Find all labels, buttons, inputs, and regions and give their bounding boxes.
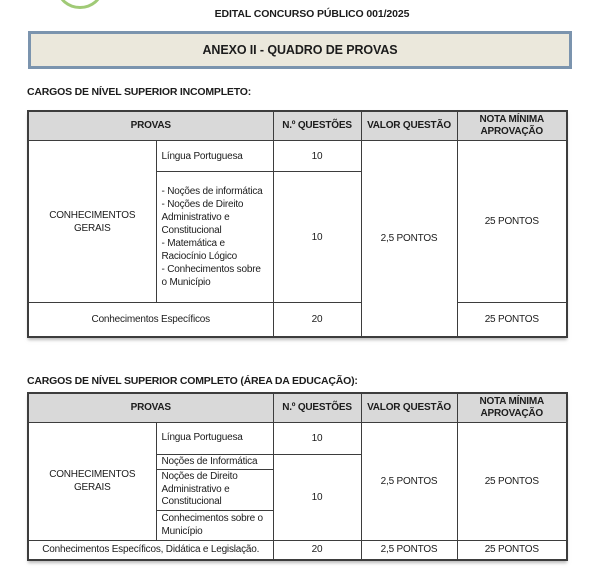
table2-header-provas: PROVAS xyxy=(28,393,273,423)
table1-prova-lingua: Língua Portuguesa xyxy=(156,141,273,172)
table2-header-row xyxy=(28,393,567,423)
table2-questoes-especificos: 20 xyxy=(273,541,361,560)
table2-header-valor: VALOR QUESTÃO xyxy=(361,393,457,423)
table-row xyxy=(28,141,567,172)
section2-title: CARGOS DE NÍVEL SUPERIOR COMPLETO (ÁREA DA EDUCAÇÃO): xyxy=(27,374,358,387)
table2-prova-direito: Noções de Direito Administrativo e Constitucional xyxy=(156,470,273,511)
table2-header-questoes: N.º QUESTÕES xyxy=(273,393,361,423)
table2-prova-municipio: Conhecimentos sobre o Município xyxy=(156,511,273,541)
table-row xyxy=(28,422,567,454)
table1-header-provas: PROVAS xyxy=(28,111,273,141)
table1-questoes-lingua: 10 xyxy=(273,141,361,172)
table1-questoes-especificos: 20 xyxy=(273,303,361,337)
table-row xyxy=(28,541,567,560)
table2-questoes-group: 10 xyxy=(273,454,361,541)
table-row xyxy=(28,303,567,337)
table2-valor-gerais: 2,5 PONTOS xyxy=(361,422,457,541)
section1-table xyxy=(27,110,568,338)
table1-nota-especificos: 25 PONTOS xyxy=(457,303,567,337)
edital-title: EDITAL CONCURSO PÚBLICO 001/2025 xyxy=(214,8,410,20)
table1-header-nota: NOTA MÍNIMA APROVAÇÃO xyxy=(457,111,567,141)
table2-group-label: CONHECIMENTOS GERAIS xyxy=(28,422,156,541)
list-item: - Conhecimentos sobre o Município xyxy=(161,264,261,288)
table2-prova-lingua: Língua Portuguesa xyxy=(156,422,273,454)
table2-nota-especificos: 25 PONTOS xyxy=(457,541,567,560)
table2-valor-especificos: 2,5 PONTOS xyxy=(361,541,457,560)
section1-title: CARGOS DE NÍVEL SUPERIOR INCOMPLETO: xyxy=(27,86,252,98)
table1-header-row xyxy=(28,111,567,141)
table2-especificos-label: Conhecimentos Específicos, Didática e Legislação. xyxy=(28,541,273,560)
table2-prova-informatica: Noções de Informática xyxy=(156,454,273,470)
list-item: - Noções de informática xyxy=(161,186,263,197)
table1-header-questoes: N.º QUESTÕES xyxy=(273,111,361,141)
table2-questoes-lingua: 10 xyxy=(273,422,361,454)
table1-valor-cell: 2,5 PONTOS xyxy=(361,141,457,337)
table2-header-nota: NOTA MÍNIMA APROVAÇÃO xyxy=(457,393,567,423)
table1-nota-gerais: 25 PONTOS xyxy=(457,141,567,303)
table1-especificos-label: Conhecimentos Específicos xyxy=(28,303,273,337)
table1-provas-list xyxy=(156,172,273,303)
anexo-title: ANEXO II - QUADRO DE PROVAS xyxy=(202,43,398,57)
section2-table xyxy=(27,392,568,561)
table1-group-label: CONHECIMENTOS GERAIS xyxy=(28,141,156,303)
table1-questoes-gerais: 10 xyxy=(273,172,361,303)
list-item: - Matemática e Raciocínio Lógico xyxy=(161,238,238,262)
list-item: - Noções de Direito Administrativo e Constitucional xyxy=(161,199,244,236)
anexo-box xyxy=(28,31,572,69)
table1-header-valor: VALOR QUESTÃO xyxy=(361,111,457,141)
table2-nota-gerais: 25 PONTOS xyxy=(457,422,567,541)
